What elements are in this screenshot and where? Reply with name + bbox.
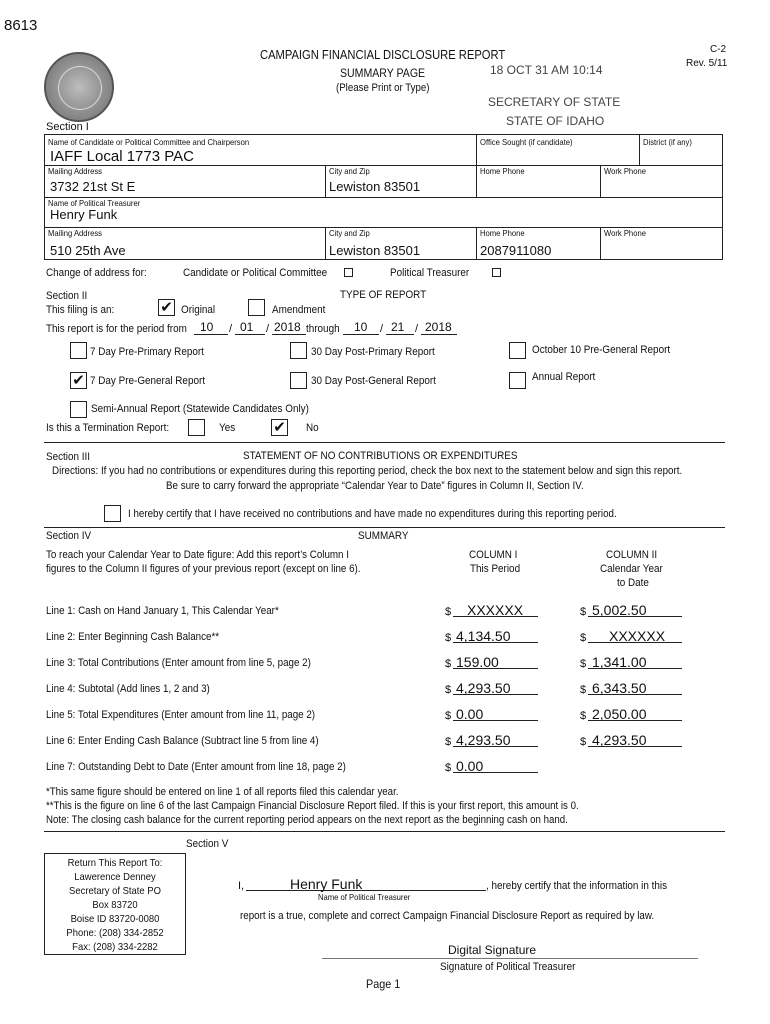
date-slash: / — [266, 323, 270, 335]
treasurer-mailing-label: Mailing Address — [48, 228, 103, 238]
signature-caption: Signature of Political Treasurer — [440, 961, 576, 973]
termination-yes-label: Yes — [219, 422, 236, 434]
column-1-value[interactable]: 159.00 — [456, 654, 499, 670]
footnote-3: Note: The closing cash balance for the current reporting period appears on the next report as the beginning cash on hand. — [46, 814, 568, 826]
opt-oct10-pre-general-checkbox[interactable] — [509, 342, 526, 359]
section-3-heading: Section III — [46, 451, 91, 463]
currency-sign: $ — [580, 736, 587, 748]
return-address-line: Boise ID 83720-0080 — [70, 913, 160, 925]
summary-line-label: Line 5: Total Expenditures (Enter amount from line 11, page 2) — [46, 709, 316, 721]
original-label: Original — [181, 304, 216, 316]
mailing-address-field[interactable]: 3732 21st St E — [50, 179, 136, 194]
mailing-address-label: Mailing Address — [48, 166, 103, 176]
opt-7day-pre-primary-checkbox[interactable] — [70, 342, 87, 359]
home-phone-label: Home Phone — [480, 166, 525, 176]
currency-sign: $ — [445, 684, 452, 696]
page-id: 8613 — [4, 17, 38, 34]
currency-sign: $ — [445, 710, 452, 722]
page-number: Page 1 — [366, 977, 401, 991]
report-title: CAMPAIGN FINANCIAL DISCLOSURE REPORT — [260, 47, 506, 62]
certification-prefix: I, — [238, 880, 245, 892]
through-label: through — [306, 323, 340, 335]
return-address-line: Lawerence Denney — [74, 871, 156, 883]
column-2-value[interactable]: 2,050.00 — [592, 706, 647, 722]
no-activity-certification: I hereby certify that I have received no contributions and have made no expenditures during this reporting period. — [128, 508, 617, 520]
summary-line-label: Line 4: Subtotal (Add lines 1, 2 and 3) — [46, 683, 210, 695]
return-address-line: Return This Report To: — [67, 857, 163, 869]
currency-sign: $ — [580, 710, 587, 722]
opt-7day-pre-general-label: 7 Day Pre-General Report — [90, 375, 206, 387]
form-revision: Rev. 5/11 — [686, 58, 728, 69]
column-2-subtitle-2: to Date — [617, 577, 649, 589]
column-2-value[interactable]: 1,341.00 — [592, 654, 647, 670]
name-label: Name of Candidate or Political Committee and Chairperson — [48, 137, 250, 147]
report-subtitle: SUMMARY PAGE — [340, 66, 426, 80]
opt-oct10-pre-general-label: October 10 Pre-General Report — [532, 344, 671, 356]
column-1-title: COLUMN I — [469, 549, 518, 561]
city-zip-label: City and Zip — [329, 166, 370, 176]
treasurer-name-caption: Name of Political Treasurer — [318, 892, 411, 902]
column-1-value[interactable]: 0.00 — [456, 758, 484, 774]
district-label: District (if any) — [643, 137, 692, 147]
column-2-subtitle: Calendar Year — [600, 563, 663, 575]
column-2-value[interactable]: 5,002.50 — [592, 602, 647, 618]
return-address-line: Phone: (208) 334-2852 — [66, 927, 164, 939]
opt-semi-annual-label: Semi-Annual Report (Statewide Candidates Only) — [91, 403, 309, 415]
currency-sign: $ — [580, 606, 587, 618]
date-slash: / — [415, 323, 419, 335]
date-slash: / — [229, 323, 233, 335]
footnote-2: **This is the figure on line 6 of the last Campaign Financial Disclosure Report filed. If this is your first report, this amount is 0. — [46, 800, 579, 812]
filing-label: This filing is an: — [46, 304, 115, 316]
column-1-value[interactable]: 4,134.50 — [456, 628, 511, 644]
received-stamp-datetime: 18 OCT 31 AM 10:14 — [490, 63, 603, 77]
office-sought-label: Office Sought (if candidate) — [480, 137, 573, 147]
termination-no-label: No — [306, 422, 319, 434]
treasurer-work-phone-label: Work Phone — [604, 228, 646, 238]
summary-line-label: Line 7: Outstanding Debt to Date (Enter amount from line 18, page 2) — [46, 761, 346, 773]
treasurer-name-field[interactable]: Henry Funk — [50, 207, 118, 222]
form-code: C-2 — [710, 44, 727, 55]
period-to-day[interactable]: 21 — [391, 320, 405, 334]
original-checkbox[interactable]: ✔ — [158, 299, 175, 316]
no-activity-checkbox[interactable] — [104, 505, 121, 522]
section-1-heading: Section I — [46, 121, 89, 133]
period-to-month[interactable]: 10 — [354, 320, 368, 334]
treasurer-home-phone-label: Home Phone — [480, 228, 525, 238]
summary-heading: SUMMARY — [358, 530, 409, 542]
currency-sign: $ — [445, 658, 452, 670]
amendment-checkbox[interactable] — [248, 299, 265, 316]
currency-sign: $ — [445, 632, 452, 644]
column-1-value[interactable]: XXXXXX — [467, 602, 524, 618]
summary-intro-2: figures to the Column II figures of your previous report (except on line 6). — [46, 563, 361, 575]
period-label: This report is for the period from — [46, 323, 187, 335]
opt-annual-checkbox[interactable] — [509, 372, 526, 389]
change-treasurer-checkbox[interactable] — [492, 268, 501, 277]
period-from-day[interactable]: 01 — [240, 320, 254, 334]
treasurer-name-label: Name of Political Treasurer — [48, 198, 141, 208]
column-2-value[interactable]: 6,343.50 — [592, 680, 647, 696]
change-treasurer-label: Political Treasurer — [390, 267, 470, 279]
print-instruction: (Please Print or Type) — [336, 82, 430, 94]
column-1-value[interactable]: 4,293.50 — [456, 680, 511, 696]
section-4-heading: Section IV — [46, 530, 92, 542]
section-2-heading: Section II — [46, 290, 88, 302]
received-stamp-state: STATE OF IDAHO — [506, 114, 605, 128]
opt-semi-annual-checkbox[interactable] — [70, 401, 87, 418]
return-address-line: Fax: (208) 334-2282 — [72, 941, 158, 953]
section-divider — [44, 527, 725, 528]
column-1-value[interactable]: 4,293.50 — [456, 732, 511, 748]
section-3-directions-2: Be sure to carry forward the appropriate “Calendar Year to Date” figures in Column II, Section IV. — [166, 480, 584, 492]
currency-sign: $ — [445, 736, 452, 748]
summary-intro: To reach your Calendar Year to Date figure: Add this report’s Column I — [46, 549, 349, 561]
column-1-value[interactable]: 0.00 — [456, 706, 484, 722]
change-candidate-checkbox[interactable] — [344, 268, 353, 277]
city-zip-field[interactable]: Lewiston 83501 — [329, 179, 421, 194]
opt-7day-pre-general-checkbox[interactable]: ✔ — [70, 372, 87, 389]
section-divider — [44, 442, 725, 443]
section-3-directions: Directions: If you had no contributions or expenditures during this reporting period, check the box next to the statement below and sign this report. — [52, 465, 683, 477]
summary-line-label: Line 2: Enter Beginning Cash Balance** — [46, 631, 220, 643]
return-address-line: Box 83720 — [92, 899, 138, 911]
termination-label: Is this a Termination Report: — [46, 422, 170, 434]
date-slash: / — [380, 323, 384, 335]
termination-no-checkbox[interactable]: ✔ — [271, 419, 288, 436]
currency-sign: $ — [580, 632, 587, 644]
treasurer-mailing-field[interactable]: 510 25th Ave — [50, 243, 126, 258]
period-from-year[interactable]: 2018 — [274, 320, 301, 334]
certification-text: , hereby certify that the information in this — [486, 880, 668, 892]
column-2-title: COLUMN II — [606, 549, 658, 561]
opt-7day-pre-primary-label: 7 Day Pre-Primary Report — [90, 346, 204, 358]
currency-sign: $ — [445, 606, 452, 618]
section-5-heading: Section V — [186, 838, 229, 850]
currency-sign: $ — [445, 762, 452, 774]
section-divider — [44, 831, 725, 832]
footnote-1: *This same figure should be entered on line 1 of all reports filed this calendar year. — [46, 786, 399, 798]
currency-sign: $ — [580, 658, 587, 670]
opt-30day-post-general-label: 30 Day Post-General Report — [311, 375, 436, 387]
received-stamp-office: SECRETARY OF STATE — [488, 95, 621, 109]
return-address-line: Secretary of State PO — [69, 885, 161, 897]
summary-line-label: Line 3: Total Contributions (Enter amount from line 5, page 2) — [46, 657, 311, 669]
period-from-month[interactable]: 10 — [200, 320, 214, 334]
committee-name-field[interactable]: IAFF Local 1773 PAC — [50, 148, 194, 165]
amendment-label: Amendment — [272, 304, 326, 316]
work-phone-label: Work Phone — [604, 166, 646, 176]
column-2-value[interactable]: 4,293.50 — [592, 732, 647, 748]
column-1-subtitle: This Period — [470, 563, 521, 575]
treasurer-city-label: City and Zip — [329, 228, 370, 238]
treasurer-city-field[interactable]: Lewiston 83501 — [329, 243, 421, 258]
termination-yes-checkbox[interactable] — [188, 419, 205, 436]
change-address-label: Change of address for: — [46, 267, 147, 279]
currency-sign: $ — [580, 684, 587, 696]
opt-30day-post-primary-label: 30 Day Post-Primary Report — [311, 346, 435, 358]
certification-text-2: report is a true, complete and correct Campaign Financial Disclosure Report as required by law. — [240, 910, 655, 922]
section-3-title: STATEMENT OF NO CONTRIBUTIONS OR EXPENDITURES — [243, 450, 518, 462]
opt-30day-post-primary-checkbox[interactable] — [290, 342, 307, 359]
change-candidate-label: Candidate or Political Committee — [183, 267, 328, 279]
treasurer-name-signature-field[interactable]: Henry Funk — [290, 876, 363, 892]
digital-signature-field[interactable]: Digital Signature — [448, 943, 537, 957]
period-to-year[interactable]: 2018 — [425, 320, 452, 334]
opt-30day-post-general-checkbox[interactable] — [290, 372, 307, 389]
opt-annual-label: Annual Report — [532, 371, 596, 383]
column-2-value[interactable]: XXXXXX — [609, 628, 666, 644]
treasurer-home-phone-field[interactable]: 2087911080 — [480, 243, 552, 258]
state-seal-icon — [44, 52, 114, 122]
summary-line-label: Line 1: Cash on Hand January 1, This Calendar Year* — [46, 605, 279, 617]
summary-line-label: Line 6: Enter Ending Cash Balance (Subtract line 5 from line 4) — [46, 735, 319, 747]
type-of-report-heading: TYPE OF REPORT — [340, 289, 427, 301]
